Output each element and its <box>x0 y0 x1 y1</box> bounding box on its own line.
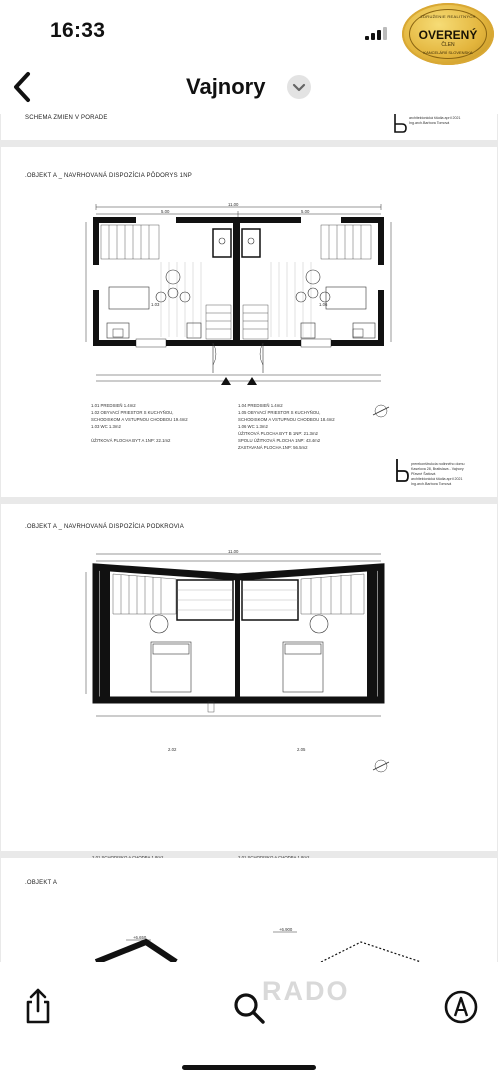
legend-line: 1.04 PREDSIEŇ 1.4m2 <box>238 403 283 408</box>
page2-stamp <box>395 459 491 487</box>
stamp-line: architektonická štúdia apríl 2021 <box>411 477 463 481</box>
page1-stamp-line: Ing.arch.Barbora Tomová <box>409 121 450 125</box>
legend-1np-left <box>91 402 188 444</box>
badge-arc-top: ZDRUŽENIE REALITNÝCH <box>420 14 476 19</box>
legend-line: 1.01 PREDSIEŇ 1.4m2 <box>91 403 136 408</box>
share-icon[interactable] <box>18 986 58 1026</box>
page1-stamp <box>393 114 489 142</box>
document-page-podkrovie <box>1 504 497 851</box>
legend-line: ZASTAVANÁ PLOCHA 1NP: 56.5m2 <box>238 445 308 450</box>
section-drawing <box>1 858 497 962</box>
document-page-1 <box>1 114 497 140</box>
document-page-section <box>1 858 497 962</box>
legend-line: ÚŽITKOVÁ PLOCHA BYT B 1NP: 21.3m2 <box>238 431 318 436</box>
legend-total: ÚŽITKOVÁ PLOCHA BYT A 1NP: 22.1m2 <box>91 438 171 443</box>
floor-plan-podkrovie <box>1 504 497 851</box>
status-time: 16:33 <box>50 19 106 42</box>
legend-line: 1.06 WC 1.3m2 <box>238 424 268 429</box>
document-page-1np <box>1 147 497 497</box>
badge-sub: ČLEN <box>441 42 455 48</box>
page2-header: .OBJEKT A _ NAVRHOVANÁ DISPOZÍCIA PÔDORYS 1NP <box>25 173 192 179</box>
page-title[interactable]: Vajnory <box>186 74 266 99</box>
legend-1np-right <box>238 402 335 451</box>
level-left: +6.650 <box>133 935 147 940</box>
room-label: 1.06 <box>319 302 328 307</box>
room-label: 1.03 <box>151 302 160 307</box>
legend-line: SPOLU ÚŽITKOVÁ PLOCHA 1NP: 43.4m2 <box>238 438 321 443</box>
rado-watermark: RADO <box>262 976 350 1006</box>
badge-label: OVERENÝ <box>418 28 478 42</box>
dim-total: 11.00 <box>228 549 239 554</box>
room-label: 2.02 <box>168 747 177 752</box>
dim-total: 11.00 <box>228 202 239 207</box>
page3-header: .OBJEKT A _ NAVRHOVANÁ DISPOZÍCIA PODKROVIA <box>25 524 184 530</box>
level-right: +6.900 <box>279 927 293 932</box>
legend-line: SCHODISKOM A VSTUPNOU CHODBOU 19.4m2 <box>91 417 188 422</box>
home-indicator <box>182 1065 316 1070</box>
stamp-line: Kaselova 28, Bratislava - Vajnory <box>411 467 464 471</box>
legend-line: 1.05 OBYVACÍ PRIESTOR S KUCHYŇOU, <box>238 410 321 415</box>
document-viewer[interactable] <box>0 114 498 962</box>
legend-line <box>91 430 188 437</box>
stamp-line: prerekonštrukcia rodinného domu <box>411 462 465 466</box>
legend-line: SCHODISKOM A VSTUPNOU CHODBOU 18.4m2 <box>238 417 335 422</box>
back-chevron-icon[interactable] <box>8 70 38 104</box>
page1-stamp-line: architektonická štúdia apríl 2021 <box>409 116 461 120</box>
legend-line: 1.02 OBYVACÍ PRIESTOR S KUCHYŇOU, <box>91 410 174 415</box>
status-bar <box>0 0 498 62</box>
stamp-line: Ing.arch.Barbora Tomová <box>411 482 452 486</box>
title-chevron-icon[interactable] <box>287 75 311 99</box>
navigation-bar <box>0 62 498 114</box>
badge-arc-bottom: KANCELÁRIÍ SLOVENSKA <box>423 50 473 55</box>
legend-line: 1.03 WC 1.3m2 <box>91 424 121 429</box>
page4-header: .OBJEKT A <box>25 880 58 886</box>
verified-member-badge <box>402 3 494 65</box>
room-label: 2.05 <box>297 747 306 752</box>
stamp-line: Pľavné Šattová <box>411 472 436 476</box>
dim-left: 5.00 <box>161 209 170 214</box>
page1-header: SCHEMA ZMIEN V PORADE <box>25 115 108 121</box>
bottom-toolbar <box>0 962 498 1080</box>
markup-icon[interactable] <box>441 987 481 1027</box>
dim-right: 5.00 <box>301 209 310 214</box>
signal-icon <box>365 26 387 40</box>
